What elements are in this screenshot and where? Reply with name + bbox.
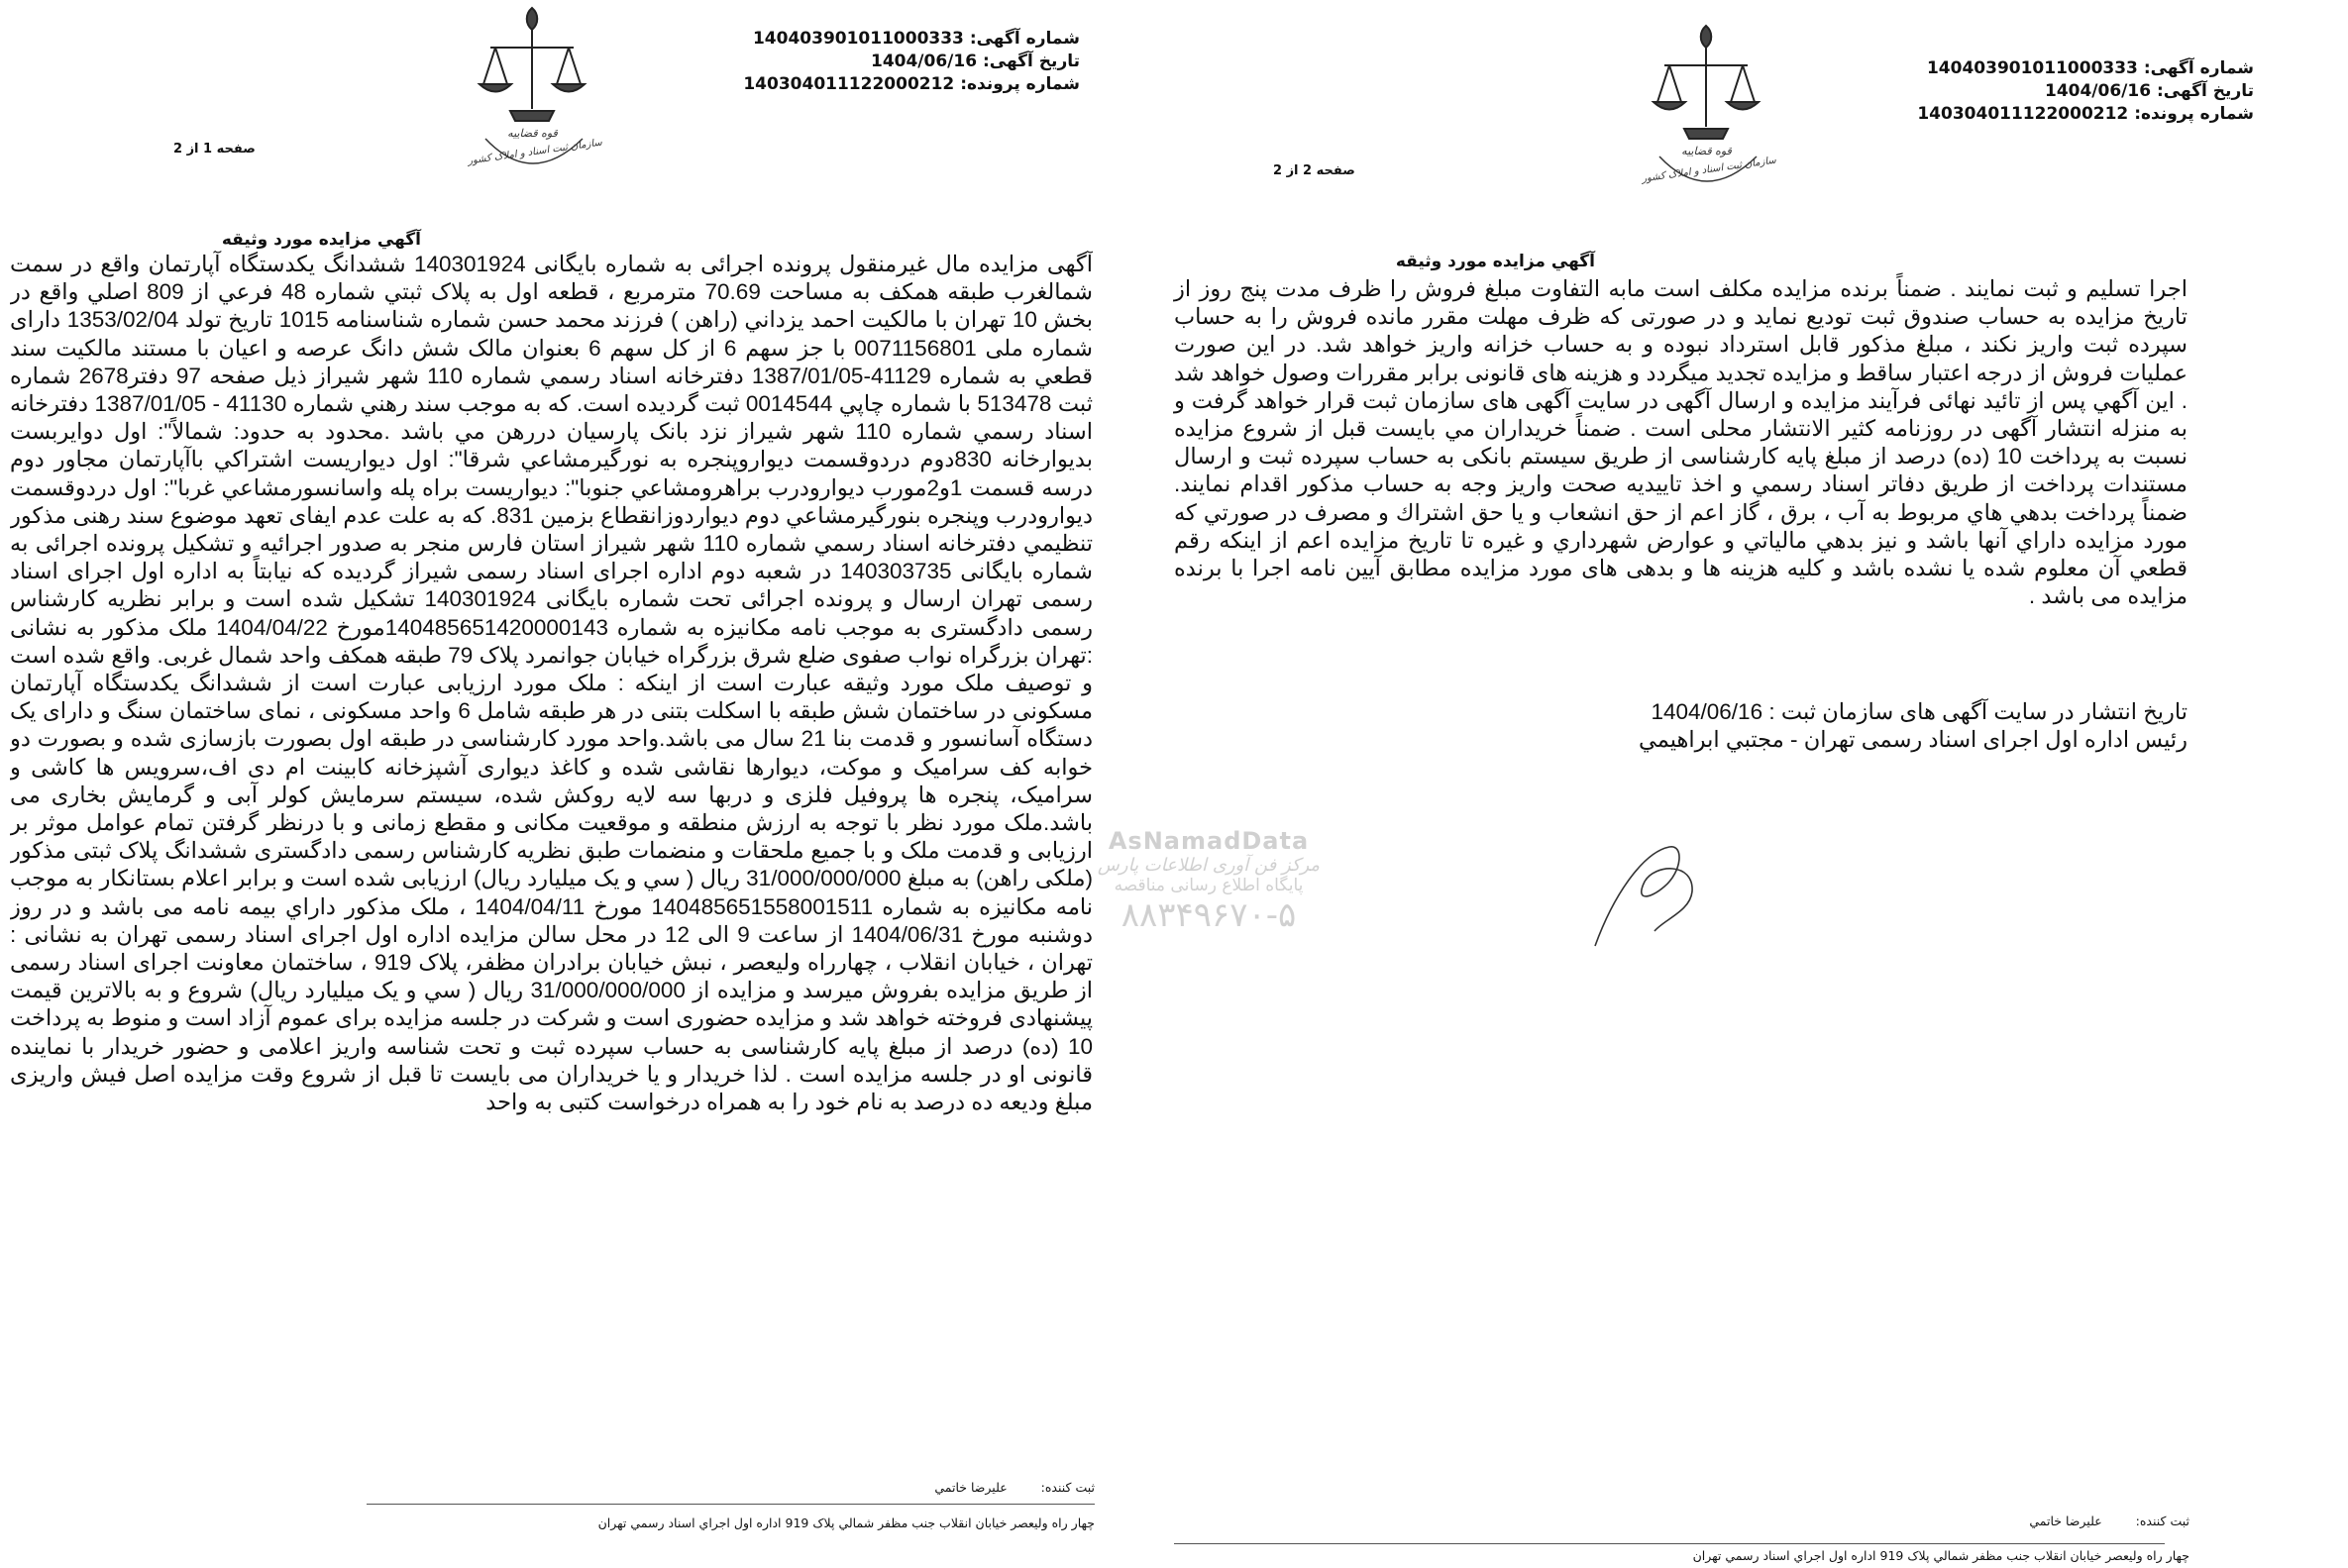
registrar-label: ثبت كننده:	[1040, 1480, 1095, 1495]
signer-line: رئيس اداره اول اجرای اسناد رسمی تهران - مجتبي ابراهيمي	[1638, 727, 2188, 752]
ad-meta-block	[713, 28, 1080, 96]
registrar-row	[2029, 1514, 2189, 1528]
ad-date: 1404/06/16	[870, 52, 978, 71]
page-two	[1174, 0, 2348, 1568]
footer-divider	[1174, 1543, 2165, 1544]
announcement-body	[1174, 275, 2188, 610]
watermark-phone: ۸۸۳۴۹۶۷۰-۵	[1121, 895, 1297, 935]
signature-icon	[1575, 832, 1724, 961]
watermark-line2: پایگاه اطلاع رسانی مناقصه	[1114, 876, 1304, 895]
footer-address: چهار راه وليعصر خيابان انقلاب جنب مظفر شمالي پلاک 919 اداره اول اجراي اسناد رسمي تهران	[1692, 1548, 2189, 1563]
ad-number: 140403901011000333	[752, 29, 964, 49]
registrar-name: عليرضا خاتمي	[2029, 1514, 2102, 1528]
ad-meta-block	[1887, 57, 2254, 126]
publish-date-line: تاريخ انتشار در سايت آگهی های سازمان ثبت : 1404/06/16	[1651, 699, 2188, 724]
file-number: 140304011122000212	[743, 74, 955, 94]
registrar-name: عليرضا خاتمي	[934, 1480, 1008, 1495]
page-number: صفحه 1 از 2	[173, 142, 256, 157]
signoff-block	[1639, 698, 2188, 754]
file-number-row	[1887, 103, 2254, 126]
emblem-top-caption: قوه قضاییه	[507, 127, 558, 140]
file-number-label: شماره پرونده:	[960, 74, 1080, 94]
emblem-caption: سازمان ثبت اسناد و املاک کشور	[1641, 155, 1777, 185]
ad-number-row	[1887, 57, 2254, 80]
footer-address: چهار راه وليعصر خيابان انقلاب جنب مظفر شمالي پلاک 919 اداره اول اجراي اسناد رسمي تهران	[597, 1516, 1095, 1530]
announcement-paragraph: آگهی مزايده مال غيرمنقول پرونده اجرائی به شماره بايگانی 140301924 ششدانگ يكدستگاه آپارتمان واقع در سمت شمالغرب طبقه همكف به مساحت 70.69 مترمربع ، قطعه اول به پلاک ثبتي شماره 48 فرعي از 809 اصلي واقع در بخش 10 تهران با مالكيت احمد يزداني (راهن ) فرزند محمد حسن شماره شناسنامه 1015 تاريخ تولد 1353/02/04 دارای شماره ملی 0071156801 با جز سهم 6 از كل سهم 6 بعنوان مالک شش دانگ عرصه و اعيان با مستند مالكيت سند قطعي به شماره 41129-1387/01/05 دفترخانه اسناد رسمي شماره 110 شهر شيراز ذيل صفحه 97 دفتر2678 شماره ثبت 513478 با شماره چاپي 0014544 ثبت گرديده است. كه به موجب سند رهني شماره 41130 - 1387/01/05 دفترخانه اسناد رسمي شماره 110 شهر شيراز نزد بانک پارسيان دررهن مي باشد .محدود به حدود: شمالاً": اول دوايربست بديوارخانه 830دوم دردوقسمت ديوارو‌پنجره به نورگيرمشاعي شرقا": اول ديواريست اشتراكي باآپارتمان مجاور دوم درسه قسمت 1و2مورب ديوارودرب براهرومشاعي جنوبا": ديواريست براه پله واسانسورمشاعي غربا": اول دردوقسمت ديوارودرب وپنجره بنورگيرمشاعي دوم ديواردوزانقطاع بزمين 831. كه به علت عدم ايفای تعهد موضوع سند رهنی مذكور تنظيمي دفترخانه اسناد رسمي شماره 110 شهر شيراز استان فارس منجر به صدور اجرائيه و تشكيل پرونده اجرائی به شماره بايگانی 140303735 در شعبه دوم اداره اجرای اسناد رسمی شيراز گرديده كه نيابتاً به اداره اول اجرای اسناد رسمی تهران ارسال و پرونده اجرائی تحت شماره بايگانی 140301924 تشكيل شده است و برابر نظريه كارشناس رسمی دادگستری به موجب نامه مكانيزه به شماره 140485651420000143مورخ 1404/04/22 ملک مذكور به نشانی :تهران بزرگراه نواب صفوی ضلع شرق بزرگراه خيابان جوانمرد پلاک 79 طبقه همكف واحد شمال غربی. واقع شده است و توصيف ملک مورد وثيقه عبارت است از اينكه : ملک مورد ارزيابی عبارت است از ششدانگ يكدستگاه آپارتمان مسكونی در ساختمان شش طبقه با اسكلت بتنی در هر طبقه شامل 6 واحد مسكونی ، نمای ساختمان سنگ و دارای يک دستگاه آسانسور و قدمت بنا 21 سال می باشد.واحد مورد كارشناسی در طبقه اول بصورت بازسازی شده و بصورت دو خوابه كف سراميک و موكت، ديوارها نقاشی شده و كاغذ ديواری آشپزخانه كابينت ام دی اف،سرويس ها كاشی و سراميک، پنجره ها پروفيل فلزی و دربها سه لايه روكش شده، سيستم سرمايش كولر آبی و گرمايش بخاری می باشد.ملک مورد نظر با توجه به ارزش منطقه و موقعيت مكانی و مقطع زمانی و با درنظر گرفتن تمام عوامل موثر بر ارزيابی و قدمت ملک و با جميع ملحقات و منضمات طبق نظريه كارشناس رسمی دادگستری ششدانگ پلاک ثبتی مذكور (ملكی راهن) به مبلغ 31/000/000/000 ريال ( سي و يک ميليارد ريال) ارزيابی شده است و برابر اعلام بستانكار به موجب نامه مكانيزه به شماره 140485651558001511 مورخ 1404/04/11 ، ملک مذكور داراي بيمه نامه می باشد و در روز دوشنبه مورخ 1404/06/31 از ساعت 9 الی 12 در محل سالن مزايده اداره اول اجرای اسناد رسمی تهران به نشانی : تهران ، خيابان انقلاب ، چهارراه وليعصر ، نبش خيابان برادران مظفر، پلاک 919 ، ساختمان معاونت اجرای اسناد رسمی از طريق مزايده بفروش ميرسد و مزايده از 31/000/000/000 ريال ( سي و يک ميليارد ريال) شروع و به بالاترين قيمت پيشنهادی فروخته خواهد شد و مزايده حضوری است و شركت در جلسه مزايده برای عموم آزاد است و منوط به پرداخت 10 (ده) درصد از مبلغ پايه كارشناسی به حساب سپرده ثبت و تحت شناسه واريز اعلامی و حضور خريدار با نماينده قانونی او در جلسه مزايده است . لذا خريدار و يا خريداران می بايست تا قبل از شروع وقت مزايده اصل فيش واريزی مبلغ وديعه ده درصد به نام خود را به همراه درخواست كتبی به واحد	[10, 252, 1093, 1115]
announcement-paragraph: اجرا تسليم و ثبت نمايند . ضمناً برنده مزايده مكلف است مابه التفاوت مبلغ فروش را ظرف مدت پنج روز از تاريخ مزايده به حساب صندوق ثبت توديع نمايد و در صورتی که ظرف مهلت مقرر مانده فروش را به حساب سپرده ثبت واريز نكند ، مبلغ مذكور قابل استرداد نبوده و به حساب خزانه واريز خواهد شد. در اين صورت عمليات فروش از درجه اعتبار ساقط و مزايده تجديد ميگردد و هزينه های قانونی برابر مقررات وصول خواهد شد . اين آگهي پس از تائيد نهائی فرآيند مزايده و ارسال آگهی در سايت آگهی های سازمان ثبت قرار خواهد گرفت و به منزله انتشار آگهی در روزنامه كثير الانتشار محلی است . ضمناً خريداران مي بايست قبل از شروع مزايده نسبت به پرداخت 10 (ده) درصد از مبلغ پايه كارشناسی از طريق سيستم بانكی به حساب سپرده ثبت و ارسال مستندات پرداخت از طريق دفاتر اسناد رسمي و اخذ تاييديه صحت واريز وجه به حساب مذكور اقدام نمايند. ضمناً پرداخت بدهي هاي مربوط به آب ، برق ، گاز اعم از حق انشعاب و يا حق اشتراك و مصرف در صورتي كه مورد مزايده داراي آنها باشد و نيز بدهي مالياتي و عوارض شهرداري و غيره تا تاريخ مزايده اعم از اينكه رقم قطعي آن معلوم شده يا نشده باشد و كليه هزينه ها و بدهی های مورد مزايده مطابق آيين نامه اجرا با برنده مزايده می باشد .	[1174, 276, 2188, 609]
ad-number-label: شماره آگهی:	[2143, 58, 2254, 78]
page-title: آگهي مزايده مورد وثيقه	[221, 230, 421, 250]
watermark-line1: مرکز فن آوری اطلاعات پارس	[1097, 855, 1321, 876]
ad-date-row	[1887, 80, 2254, 103]
page-number: صفحه 2 از 2	[1273, 163, 1355, 178]
ad-date-label: تاریخ آگهی:	[982, 52, 1080, 71]
ad-date: 1404/06/16	[2044, 81, 2152, 101]
file-number-row	[713, 73, 1080, 96]
file-number: 140304011122000212	[1917, 104, 2129, 124]
file-number-label: شماره پرونده:	[2134, 104, 2254, 124]
page-title: آگهي مزايده مورد وثيقه	[1395, 252, 1595, 271]
registrar-label: ثبت كننده:	[2135, 1514, 2189, 1528]
ad-number-label: شماره آگهی:	[969, 29, 1080, 49]
announcement-body	[10, 251, 1093, 1471]
ad-number-row	[713, 28, 1080, 51]
footer-divider	[367, 1504, 1095, 1505]
ad-date-row	[713, 51, 1080, 73]
emblem-top-caption: قوه قضاییه	[1681, 145, 1732, 157]
watermark-brand: AsNamadData	[1108, 827, 1310, 855]
registrar-row	[934, 1480, 1095, 1495]
ad-date-label: تاریخ آگهی:	[2156, 81, 2254, 101]
watermark	[1020, 827, 1397, 935]
ad-number: 140403901011000333	[1926, 58, 2138, 78]
emblem-caption: سازمان ثبت اسناد و املاک کشور	[467, 137, 603, 167]
